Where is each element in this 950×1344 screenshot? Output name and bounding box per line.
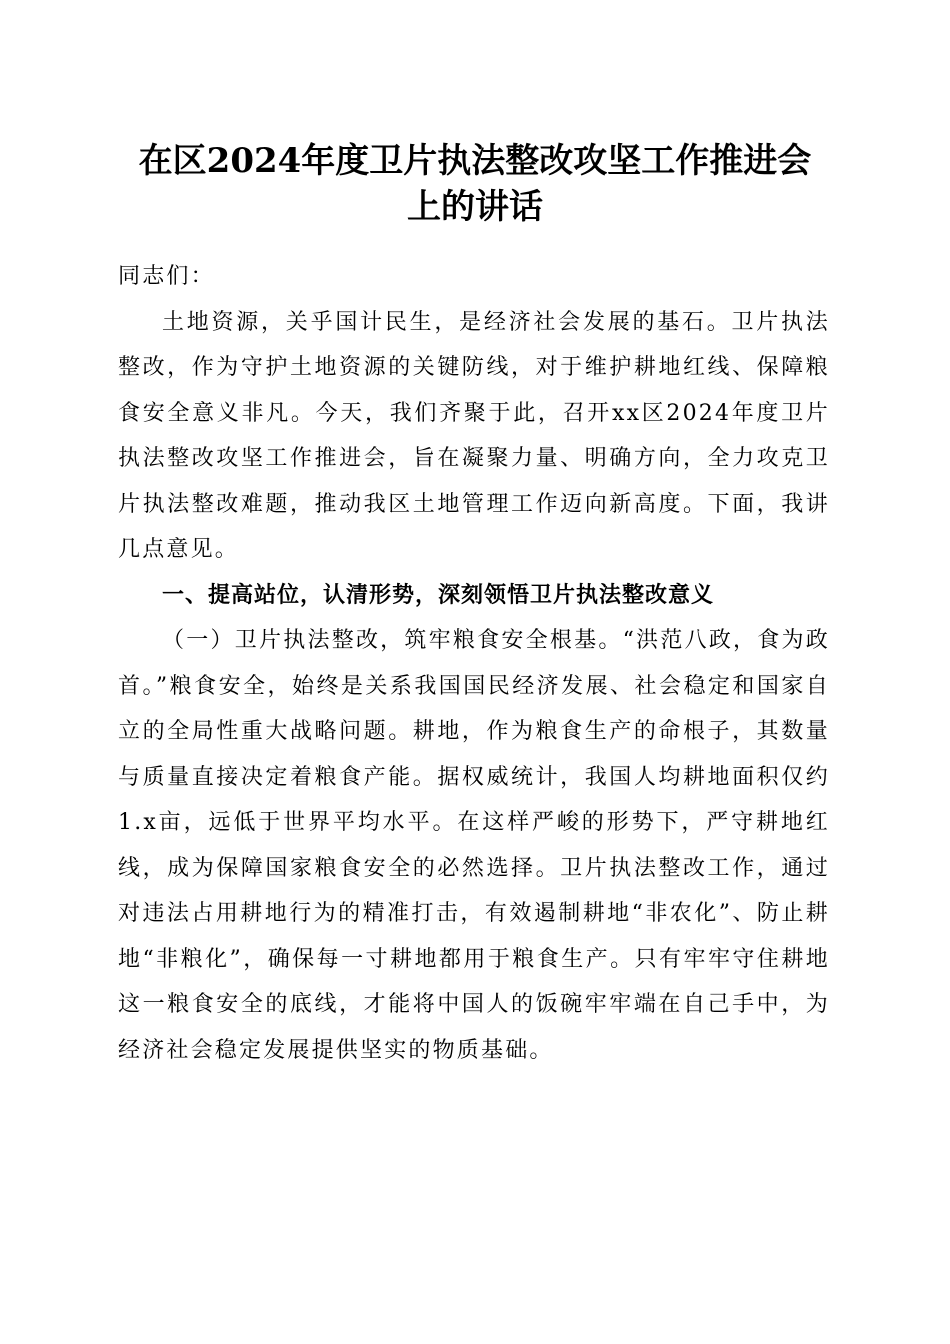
section-heading: 一、提高站位，认清形势，深刻领悟卫片执法整改意义 [162, 581, 715, 608]
document-title [0, 138, 950, 230]
salutation: 同志们： [118, 264, 215, 289]
intro-paragraph: 土地资源，关乎国计民生，是经济社会发展的基石。卫片执法整改，作为守护土地资源的关键防线，对于维护耕地红线、保障粮食安全意义非凡。今天，我们齐聚于此，召开xx区2024年度卫片执法整改攻坚工作推进会，旨在凝聚力量、明确方向，全力攻克卫片执法整改难题，推动我区土地管理工作迈向新高度。下面，我讲几点意见。 [118, 309, 830, 562]
document-body [118, 254, 830, 1073]
title-line-1: 在区2024年度卫片执法整改攻坚工作推进会 [138, 141, 812, 181]
title-line-2: 上的讲话 [407, 187, 543, 227]
section-paragraph: （一）卫片执法整改，筑牢粮食安全根基。“洪范八政，食为政首。”粮食安全，始终是关系我国国民经济发展、社会稳定和国家自立的全局性重大战略问题。耕地，作为粮食生产的命根子，其数量与质量直接决定着粮食产能。据权威统计，我国人均耕地面积仅约1.x亩，远低于世界平均水平。在这样严峻的形势下，严守耕地红线，成为保障国家粮食安全的必然选择。卫片执法整改工作，通过对违法占用耕地行为的精准打击，有效遏制耕地“非农化”、防止耕地“非粮化”，确保每一寸耕地都用于粮食生产。只有牢牢守住耕地这一粮食安全的底线，才能将中国人的饭碗牢牢端在自己手中，为经济社会稳定发展提供坚实的物质基础。 [118, 628, 830, 1063]
